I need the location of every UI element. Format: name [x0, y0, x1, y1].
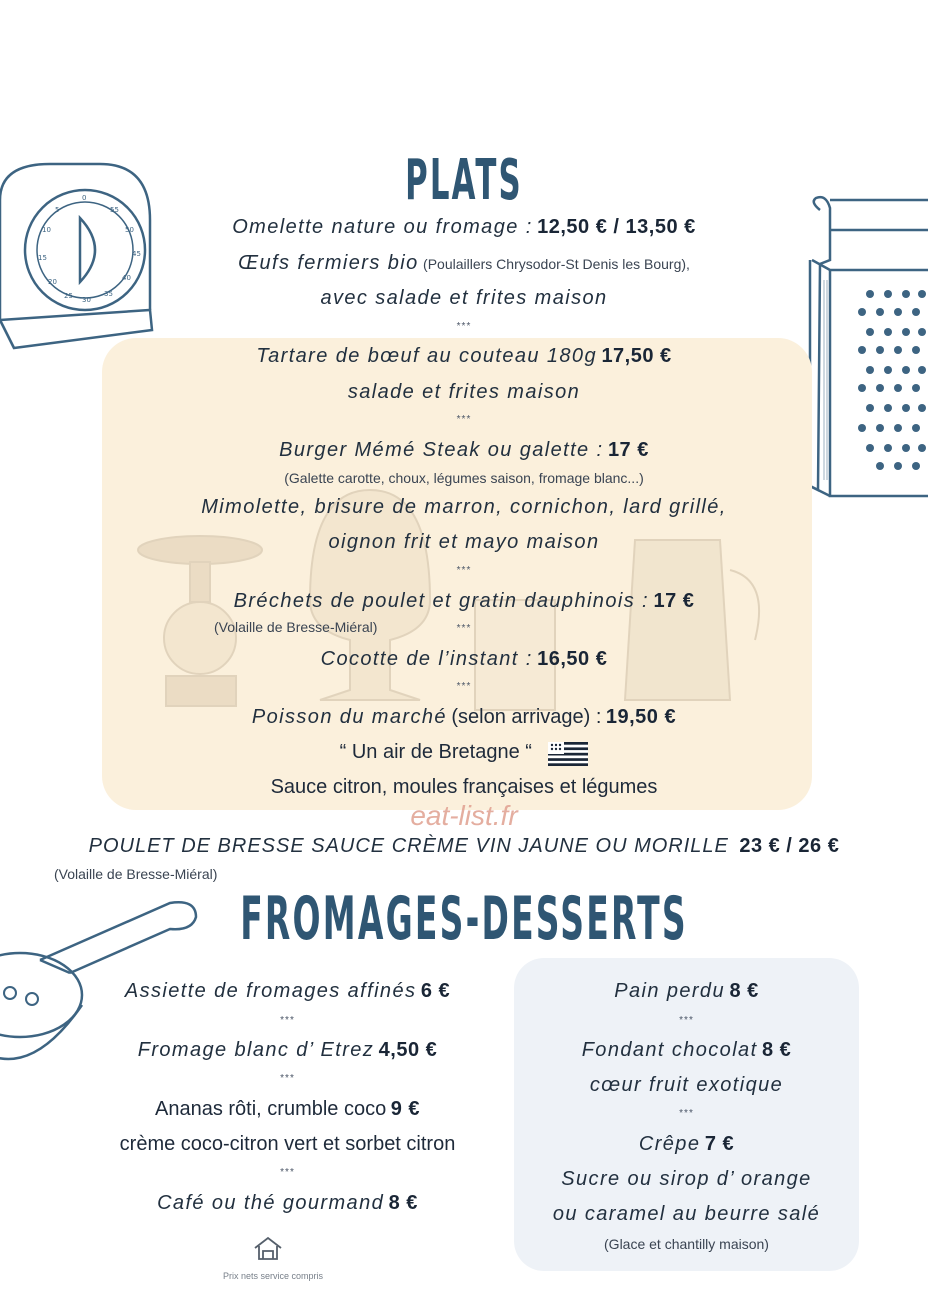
- separator: ***: [280, 1167, 295, 1178]
- oeufs-name: Œufs fermiers bio: [238, 252, 419, 274]
- brechets-name: Bréchets de poulet et gratin dauphinois :: [233, 590, 650, 612]
- separator: ***: [456, 321, 472, 332]
- menu-item-pain-perdu: [514, 980, 859, 1003]
- fromage-blanc-price: 4,50 €: [378, 1039, 438, 1061]
- menu-item-cafe: [60, 1192, 515, 1215]
- svg-text:35: 35: [104, 290, 113, 298]
- crepe-line2: Sucre ou sirop d’ orange: [561, 1168, 812, 1190]
- menu-item-cocotte: [0, 648, 928, 671]
- svg-text:15: 15: [38, 254, 47, 262]
- menu-item-assiette: [60, 980, 515, 1003]
- plats-title: PLATS: [405, 148, 523, 213]
- assiette-price: 6 €: [420, 980, 451, 1002]
- poisson-price: 19,50 €: [605, 706, 677, 728]
- ananas-name: Ananas rôti, crumble coco: [155, 1098, 387, 1120]
- fondant-name: Fondant chocolat: [581, 1039, 758, 1061]
- poulet-name: POULET DE BRESSE SAUCE CRÈME VIN JAUNE OU MORILLE: [88, 835, 729, 857]
- cocotte-price: 16,50 €: [537, 648, 608, 670]
- separator: ***: [456, 414, 472, 425]
- poisson-line2: “ Un air de Bretagne “: [339, 741, 532, 763]
- brechets-price: 17 €: [653, 590, 695, 612]
- footer-text: Prix nets service compris: [222, 1271, 324, 1281]
- svg-text:30: 30: [82, 296, 91, 304]
- svg-text:10: 10: [42, 226, 51, 234]
- separator: ***: [280, 1015, 295, 1026]
- oeufs-note: (Poulaillers Chrysodor-St Denis les Bourg),: [423, 256, 690, 272]
- menu-item-poulet: [0, 835, 928, 858]
- fromage-blanc-name: Fromage blanc d’ Etrez: [137, 1039, 375, 1061]
- menu-item-poisson: [0, 706, 928, 729]
- separator: ***: [280, 1073, 295, 1084]
- breton-flag-icon: [548, 742, 588, 766]
- svg-text:25: 25: [64, 292, 73, 300]
- cafe-price: 8 €: [388, 1192, 418, 1214]
- menu-item-crepe: [514, 1133, 859, 1156]
- menu-item-oeufs: [0, 252, 928, 275]
- burger-note: (Galette carotte, choux, légumes saison, fromage blanc...): [284, 470, 644, 486]
- menu-item-brechets: [0, 590, 928, 613]
- menu-item-tartare: [0, 345, 928, 368]
- omelette-name: Omelette nature ou fromage :: [232, 216, 533, 238]
- menu-item-fromage-blanc: [60, 1039, 515, 1062]
- brechets-note: (Volaille de Bresse-Miéral): [214, 619, 378, 635]
- separator: ***: [456, 565, 472, 576]
- ananas-line2: crème coco-citron vert et sorbet citron: [119, 1133, 456, 1155]
- omelette-price: 12,50 € / 13,50 €: [537, 216, 696, 238]
- separator: ***: [456, 623, 472, 634]
- menu-item-fondant: [514, 1039, 859, 1062]
- menu-item-omelette: [0, 216, 928, 239]
- crepe-name: Crêpe: [638, 1133, 701, 1155]
- fondant-price: 8 €: [761, 1039, 792, 1061]
- poisson-note: (selon arrivage) :: [451, 706, 602, 728]
- tartare-line2: salade et frites maison: [347, 381, 581, 403]
- svg-text:55: 55: [110, 206, 119, 214]
- svg-text:5: 5: [55, 206, 60, 214]
- svg-text:40: 40: [122, 274, 131, 282]
- burger-price: 17 €: [607, 439, 649, 461]
- pain-price: 8 €: [729, 980, 759, 1002]
- menu-item-ananas: [60, 1098, 515, 1121]
- tartare-name: Tartare de bœuf au couteau 180g: [256, 345, 597, 367]
- poisson-name: Poisson du marché: [251, 706, 447, 728]
- svg-text:50: 50: [125, 226, 134, 234]
- poulet-price: 23 € / 26 €: [739, 835, 840, 857]
- ananas-price: 9 €: [390, 1098, 420, 1120]
- menu-item-burger: [0, 439, 928, 462]
- house-icon: [252, 1234, 284, 1262]
- fondant-line2: cœur fruit exotique: [589, 1074, 784, 1096]
- separator: ***: [679, 1108, 694, 1119]
- watermark: eat-list.fr: [410, 800, 518, 831]
- separator: ***: [679, 1015, 694, 1026]
- svg-text:0: 0: [82, 194, 87, 202]
- burger-line3: oignon frit et mayo maison: [328, 531, 600, 553]
- cafe-name: Café ou thé gourmand: [157, 1192, 385, 1214]
- poisson-line3: Sauce citron, moules françaises et légumes: [270, 776, 658, 798]
- burger-line2: Mimolette, brisure de marron, cornichon, lard grillé,: [201, 496, 727, 518]
- poisson-line2-row: [0, 741, 928, 766]
- svg-text:45: 45: [132, 250, 141, 258]
- tartare-price: 17,50 €: [601, 345, 672, 367]
- burger-name: Burger Mémé Steak ou galette :: [279, 439, 604, 461]
- crepe-price: 7 €: [704, 1133, 735, 1155]
- poulet-note: (Volaille de Bresse-Miéral): [54, 866, 218, 882]
- oeufs-line2: avec salade et frites maison: [320, 287, 608, 309]
- crepe-note: (Glace et chantilly maison): [604, 1236, 769, 1252]
- separator: ***: [456, 681, 472, 692]
- crepe-line3: ou caramel au beurre salé: [552, 1203, 821, 1225]
- assiette-name: Assiette de fromages affinés: [124, 980, 417, 1002]
- svg-text:20: 20: [48, 278, 57, 286]
- desserts-title: FROMAGES-DESSERTS: [240, 884, 688, 954]
- desserts-right-panel: [514, 958, 859, 1271]
- pain-name: Pain perdu: [614, 980, 725, 1002]
- cocotte-name: Cocotte de l’instant :: [320, 648, 533, 670]
